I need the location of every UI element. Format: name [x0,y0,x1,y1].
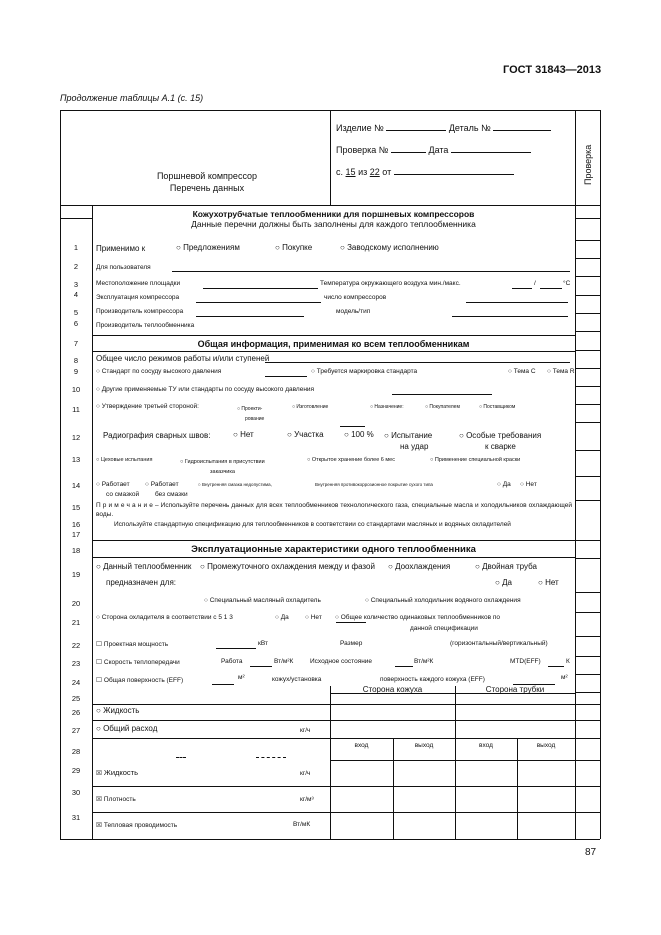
coating-no-label: Нет [525,481,537,488]
theme-c-radio[interactable]: ○ Тема С [508,368,536,375]
continuation-caption: Продолжение таблицы А.1 (с. 15) [60,93,204,103]
heat-transfer-checkbox[interactable]: ☐ Скорость теплопередачи [96,658,180,666]
form-title-line1: Поршневой компрессор [156,171,258,181]
non-lubricated-label: Работает [150,481,179,488]
heat-transfer-label: Скорость теплопередачи [103,659,180,666]
water-cooler-radio[interactable]: ○ Специальный холодильник водяного охлаждения [365,597,521,604]
lubricated-radio[interactable]: ○ Работает [96,481,130,488]
assignment-radio[interactable]: ○ Назначение: [370,404,404,410]
row-number: 4 [73,290,79,299]
intended-yes-label: Да [502,578,512,587]
design-capacity-checkbox[interactable]: ☐ Проектная мощность [96,640,169,648]
this-exchanger-label: Данный теплообменник [103,562,192,571]
third-party-radio[interactable]: ○ Утверждение третьей стороной: [96,403,199,410]
cooler-side-yes-label: Да [280,614,289,621]
without-lube-label: без смазки [155,491,188,498]
conductivity-label: Тепловая проводимость [103,822,178,829]
radio-factory-label: Заводскому исполнению [347,243,439,252]
dry-coating-label: Внутренняя противокоррозионное покрытие сухого типа [315,482,433,487]
design-capacity-label: Проектная мощность [103,641,169,648]
impact-test-label-a: Испытание [391,431,433,440]
section1-subtitle: Данные перечни должны быть заполнены для каждого теплообменника [191,219,476,229]
design-capacity-line[interactable] [216,648,256,649]
impact-test-radio[interactable]: ○ Испытание на удар [384,431,433,451]
coating-yes-label: Да [502,481,511,488]
no-internal-lube-label: Внутренняя смазка недопустима, [201,482,272,487]
coating-no-radio[interactable]: ○ Нет [520,481,537,488]
row-number: 15 [71,503,81,512]
surface-each-unit: м² [561,674,568,681]
shop-test-label: Цеховые испытания [100,457,153,463]
supplier-radio[interactable]: ○ Поставщиком [479,404,516,410]
shell-side-header: Сторона кожуха [362,685,423,694]
manufacture-line[interactable] [340,426,365,427]
row-number: 31 [71,813,81,822]
pressure-std-radio[interactable]: ○ Стандарт по сосуду высокого давления [96,368,222,375]
intended-for-label: предназначен для: [106,578,177,587]
model-label: модель/тип [336,308,371,315]
row-number: 30 [71,788,81,797]
third-party-label: Утверждение третьей стороной: [101,403,199,410]
total-surface-label: Общая поверхность (EFF) [103,677,184,684]
faint-dash [256,757,286,758]
design-label-b: рование [245,416,265,422]
row-number: 17 [71,530,81,539]
cooler-side-label: Сторона охладителя в соответствии с 5 1 3 [101,614,233,621]
row-number: 29 [71,766,81,775]
radio-factory[interactable]: ○ Заводскому исполнению [340,243,439,252]
total-surface-checkbox[interactable]: ☐ Общая поверхность (EFF) [96,676,184,684]
standard-spec-text: Используйте стандартную спецификацию для теплообменников в соответствии со стандартами масляных и водяных охладителей [114,521,511,528]
row-number: 21 [71,618,81,627]
impact-test-label-b: на удар [400,442,429,451]
oil-cooler-radio[interactable]: ○ Специальный масляный охладитель [204,597,321,604]
intended-no-radio[interactable]: ○ Нет [538,578,559,587]
special-paint-label: Применение специальной краски [434,457,521,463]
marking-required-label: Требуется маркировка стандарта [316,368,418,375]
total-flow-label: Общий расход [103,724,158,733]
shop-test-radio[interactable]: ○ Цеховые испытания [96,457,153,463]
row-number: 9 [73,367,79,376]
other-std-radio[interactable]: ○ Другие применяемые ТУ или стандарты по сосуду высокого давления [96,386,315,393]
total-surface-line[interactable] [212,684,234,685]
radiography-full-label: 100 % [351,430,374,439]
oil-cooler-label: Специальный масляный охладитель [209,597,321,604]
double-pipe-label: Двойная труба [482,562,537,571]
intended-no-label: Нет [545,578,559,587]
welding-req-label-a: Особые требования [466,431,542,440]
compressor-count-line[interactable] [466,302,568,303]
row-number: 14 [71,481,81,490]
page-number: 87 [585,847,597,858]
density-label: Плотность [103,796,136,803]
row-number: 20 [71,599,81,608]
total-flow-radio[interactable]: ○ Общий расход [96,724,158,733]
tube-in-header: вход [479,742,493,749]
fluid-unit: кг/ч [300,770,311,777]
welding-req-radio[interactable]: ○ Особые требования к сварке [459,431,542,451]
shell-out-header: выход [414,742,434,749]
page-of-field[interactable] [336,166,514,177]
special-paint-radio[interactable]: ○ Применение специальной краски [430,457,521,463]
buyer-label: Покупателем [429,404,460,410]
hydro-test-radio[interactable]: ○ Гидроиспытания в присутствии заказчика [180,459,265,475]
row-number: 27 [71,726,81,735]
vertical-check-label: Проверка [583,144,593,185]
row1-label: Применимо к [96,244,146,253]
cooler-side-no-label: Нет [310,614,322,621]
density-checkbox[interactable]: ☒ Плотность [96,795,136,803]
intercooling-radio[interactable]: ○ Промежуточного охлаждения между и фазой [200,562,375,571]
row-number: 6 [73,319,79,328]
conductivity-unit: Вт/мК [293,821,311,828]
item-number-field[interactable] [336,122,551,133]
row-number: 28 [71,747,81,756]
section1-title: Кожухотрубчатые теплообменники для поршневых компрессоров [192,209,475,219]
row-number: 7 [73,339,79,348]
this-exchanger-radio[interactable]: ○ Данный теплообменник [96,562,192,571]
row-number: 8 [73,356,79,365]
pressure-std-line[interactable] [265,376,307,377]
total-flow-unit: кг/ч [300,727,311,734]
cooler-side-yes-radio[interactable]: ○ Да [275,614,289,621]
row-number: 12 [71,433,81,442]
aftercooling-radio[interactable]: ○ Доохлаждения [388,562,451,571]
item-number-label: Изделие № [336,123,384,133]
row-number: 24 [71,678,81,687]
with-lube-label: со смазкой [106,491,140,498]
radio-proposals[interactable]: ○ Предложениям [176,243,240,252]
design-label-a: Проекти- [241,406,263,412]
temp-sep: / [534,280,536,287]
general-info-title: Общая информация, применимая ко всем теплообменникам [197,339,470,349]
double-pipe-radio[interactable]: ○ Двойная труба [475,562,537,571]
page-current: 15 [345,167,356,177]
site-input-line[interactable] [203,288,318,289]
row-number: 5 [73,308,79,317]
row-number: 25 [71,694,81,703]
work-line[interactable] [250,666,272,667]
page-from: от [382,167,392,177]
compressor-op-line[interactable] [196,302,321,303]
density-unit: кг/м³ [300,796,314,803]
form-title [142,170,272,194]
supplier-label: Поставщиком [483,404,516,410]
check-number-label: Проверка № [336,145,389,155]
radio-purchase[interactable]: ○ Покупке [275,243,313,252]
row-number: 18 [71,546,81,555]
theme-c-label: Тема С [513,368,536,375]
page-prefix: с. [336,167,344,177]
temp-label: Температура окружающего воздуха мин./макс. [320,280,461,287]
temp-unit: °С [563,280,571,287]
fluid-checkbox-label: Жидкость [103,768,139,777]
intercooling-label: Промежуточного охлаждения между и фазой [207,562,375,571]
temp-max-line[interactable] [540,288,562,289]
identical-count-radio[interactable]: ○ Общее количество одинаковых теплообменников по [335,614,501,621]
radiography-full-radio[interactable]: ○ 100 % [344,430,374,439]
note-text: П р и м е ч а н и е – Используйте перечень данных для всех теплообменников технологического газа, специальные масла и холодильников охлаждающей воды. [96,502,572,518]
document-code: ГОСТ 31843—2013 [503,64,602,76]
theme-r-label: Тема R [552,368,575,375]
radiography-section-radio[interactable]: ○ Участка [287,430,324,439]
water-cooler-label: Специальный холодильник водяного охлаждения [370,597,521,604]
marking-required-radio[interactable]: ○ Требуется маркировка стандарта [311,368,418,375]
fluid-radio[interactable]: ○ Жидкость [96,706,140,715]
buyer-radio[interactable]: ○ Покупателем [425,404,460,410]
row-number: 11 [72,405,80,414]
size-label: Размер [340,640,363,647]
fluid-label: Жидкость [103,706,140,715]
row-number: 22 [71,641,81,650]
initial-state-label: Исходное состояние [310,658,373,665]
initial-state-line[interactable] [395,666,413,667]
manufacture-radio[interactable]: ○ Изготовление [292,404,329,410]
design-capacity-unit: кВт [258,640,268,647]
date-label: Дата [428,145,449,155]
non-lubricated-radio[interactable]: ○ Работает [145,481,179,488]
compressor-count-label: число компрессоров [324,294,387,301]
tube-out-header: выход [536,742,556,749]
row-number: 26 [71,708,81,717]
form-title-line2: Перечень данных [169,183,245,193]
orientation-label: (горизонтальный/вертикальный) [450,640,548,647]
assignment-label: Назначение: [374,404,404,410]
other-std-label: Другие применяемые ТУ или стандарты по сосуду высокого давления [101,386,315,393]
radiography-section-label: Участка [294,430,324,439]
row8-label: Общее число режимов работы и/или ступеней [96,354,270,363]
identical-count-label: Общее количество одинаковых теплообменников по [340,614,501,621]
welding-req-label-b: к сварке [485,442,516,451]
row-number: 10 [71,385,81,394]
row5-label: Производитель компрессора [96,308,184,315]
page-total: 22 [369,167,380,177]
row-number: 19 [71,570,81,579]
surface-each-label: поверхность каждого кожуха (EFF) [380,676,485,683]
conductivity-checkbox[interactable]: ☒ Тепловая проводимость [96,821,178,829]
open-storage-radio[interactable]: ○ Открытое хранение более 6 мес [307,457,395,463]
initial-state-unit: Вт/м²К [414,658,434,665]
radiography-none-radio[interactable]: ○ Нет [233,430,254,439]
row-number: 23 [71,659,81,668]
manufacture-label: Изготовление [296,404,329,410]
performance-title: Эксплуатационные характеристики одного теплообменника [191,544,476,555]
mtd-line[interactable] [548,666,564,667]
cooler-side-line[interactable] [336,622,366,623]
open-storage-label: Открытое хранение более 6 мес [311,457,395,463]
row6-label: Производитель теплообменника [96,322,195,329]
compressor-maker-line[interactable] [196,316,304,317]
identical-count-label-b: данной спецификации [410,625,478,632]
row-number: 1 [73,243,79,252]
row3-label: Местоположение площадки [96,280,181,287]
row-number: 2 [73,262,79,271]
faint-dash [176,757,186,758]
modes-line[interactable] [265,362,570,363]
temp-min-line[interactable] [512,288,532,289]
radiography-label: Радиография сварных швов: [103,431,211,440]
cooler-side-no-radio[interactable]: ○ Нет [305,614,322,621]
work-label: Работа [221,658,243,665]
row-number: 13 [71,455,81,464]
tube-side-header: Сторона трубки [485,685,545,694]
shell-in-header: вход [354,742,369,749]
lubricated-label: Работает [101,481,130,488]
row-number: 16 [71,520,81,529]
coating-yes-radio[interactable]: ○ Да [497,481,511,488]
hydro-test-label: Гидроиспытания в присутствии [184,459,265,465]
row-number: 3 [73,280,79,289]
intended-yes-radio[interactable]: ○ Да [495,578,512,587]
aftercooling-label: Доохлаждения [395,562,451,571]
total-surface-unit: м² [238,674,245,681]
mtd-unit: К [566,658,570,665]
cooler-side-radio[interactable]: ○ Сторона охладителя в соответствии с 5 1 3 [96,614,233,621]
design-radio[interactable]: ○ Проекти- рование [237,406,265,422]
pressure-std-label: Стандарт по сосуду высокого давления [101,368,222,375]
check-number-field[interactable] [336,144,531,155]
page-of: из [358,167,368,177]
fluid-checkbox[interactable]: ☒ Жидкость [96,768,139,777]
detail-number-label: Деталь № [448,123,491,133]
no-internal-lube-radio[interactable]: ○ Внутренняя смазка недопустима, [198,482,272,487]
shell-install-label: кожух/установка [272,676,322,683]
user-input-line[interactable] [172,271,570,272]
model-line[interactable] [452,316,568,317]
other-std-line[interactable] [392,394,492,395]
hydro-test-label-b: заказчика [210,469,235,475]
radiography-none-label: Нет [240,430,254,439]
row2-label: Для пользователя [96,264,151,271]
mtd-label: MTD(EFF) [510,658,541,665]
work-unit: Вт/м²К [274,658,294,665]
row4-label: Эксплуатация компрессора [96,294,180,301]
theme-r-radio[interactable]: ○ Тема R [547,368,575,375]
radio-proposals-label: Предложениям [183,243,240,252]
radio-purchase-label: Покупке [282,243,313,252]
